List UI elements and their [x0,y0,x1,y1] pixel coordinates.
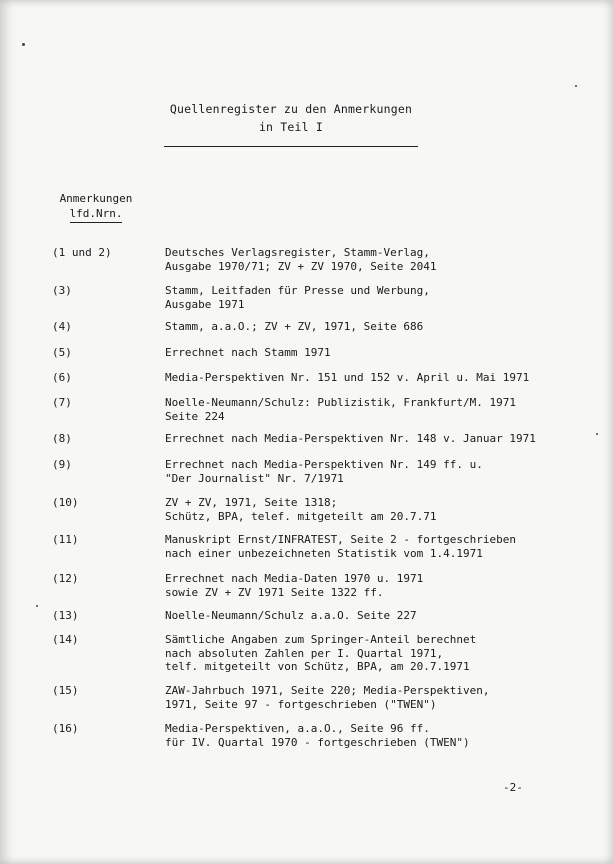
entry-line: nach einer unbezeichneten Statistik vom 1.4.1971 [165,546,483,560]
entry-line: Errechnet nach Media-Perspektiven Nr. 149 ff. u. [165,458,483,471]
entry-number: (8) [52,432,72,445]
entry-number: (4) [52,320,72,333]
entry-number: (15) [52,684,79,697]
entry-line: Media-Perspektiven, a.a.O., Seite 96 ff. [165,722,430,735]
entry-line: telf. mitgeteilt von Schütz, BPA, am 20.7.1971 [165,660,470,673]
entry-text [165,246,595,273]
entry-line: 1971, Seite 97 - fortgeschrieben ("TWEN") [165,697,437,711]
entry-line: Ausgabe 1970/71; ZV + ZV 1970, Seite 2041 [165,259,437,273]
entry-line: Seite 224 [165,409,225,423]
entry-text [165,496,595,523]
entry-text [165,572,595,599]
entry-text [165,371,595,385]
entry-text [165,284,595,311]
entry-number: (6) [52,371,72,384]
page-number: -2- [503,781,523,794]
entry-line: "Der Journalist" Nr. 7/1971 [165,471,344,485]
column-heading-line-2: lfd.Nrn. [70,206,123,223]
entry-number: (10) [52,496,79,509]
entry-line: Manuskript Ernst/INFRATEST, Seite 2 - fortgeschrieben [165,533,516,546]
entry-text [165,633,595,674]
entry-line: ZAW-Jahrbuch 1971, Seite 220; Media-Perspektiven, [165,684,490,697]
title-line-2: in Teil I [258,120,324,134]
entry-line: Schütz, BPA, telef. mitgeteilt am 20.7.71 [165,509,437,523]
entry-number: (12) [52,572,79,585]
scan-speck [596,433,598,435]
scan-speck [575,85,577,87]
scan-speck [22,43,25,46]
entry-line: Stamm, a.a.O.; ZV + ZV, 1971, Seite 686 [165,320,424,333]
column-heading [51,191,141,223]
entry-number: (1 und 2) [52,246,112,259]
entry-number: (13) [52,609,79,622]
entry-number: (11) [52,533,79,546]
entry-line: Ausgabe 1971 [165,297,245,311]
entry-line: nach absoluten Zahlen per I. Quartal 1971, [165,646,444,660]
entry-text [165,458,595,485]
title-line-1: Quellenregister zu den Anmerkungen [169,102,413,116]
entry-line: Stamm, Leitfaden für Presse und Werbung, [165,284,430,297]
entry-line: Media-Perspektiven Nr. 151 und 152 v. April u. Mai 1971 [165,371,530,384]
entry-number: (5) [52,346,72,359]
entry-text [165,533,595,560]
column-heading-line-1: Anmerkungen [59,192,133,205]
entry-text [165,396,595,423]
entry-line: Errechnet nach Stamm 1971 [165,346,331,359]
scan-speck [36,605,38,607]
entry-line: Deutsches Verlagsregister, Stamm-Verlag, [165,246,430,259]
entry-text [165,320,595,334]
entry-text [165,684,595,711]
entry-line: Noelle-Neumann/Schulz: Publizistik, Frankfurt/M. 1971 [165,396,516,409]
title-underline [164,146,418,147]
entry-text [165,346,595,360]
entry-line: Noelle-Neumann/Schulz a.a.O. Seite 227 [165,609,417,622]
entry-number: (9) [52,458,72,471]
entry-line: Errechnet nach Media-Daten 1970 u. 1971 [165,572,424,585]
entry-line: ZV + ZV, 1971, Seite 1318; [165,496,338,509]
entry-number: (16) [52,722,79,735]
entry-line: sowie ZV + ZV 1971 Seite 1322 ff. [165,585,384,599]
entry-line: Errechnet nach Media-Perspektiven Nr. 148 v. Januar 1971 [165,432,536,445]
entry-number: (3) [52,284,72,297]
entry-number: (14) [52,633,79,646]
entry-text [165,722,595,749]
entry-text [165,432,595,446]
entry-text [165,609,595,623]
entry-number: (7) [52,396,72,409]
document-title [164,100,418,147]
entry-line: für IV. Quartal 1970 - fortgeschrieben (TWEN") [165,735,470,749]
entry-line: Sämtliche Angaben zum Springer-Anteil berechnet [165,633,477,646]
